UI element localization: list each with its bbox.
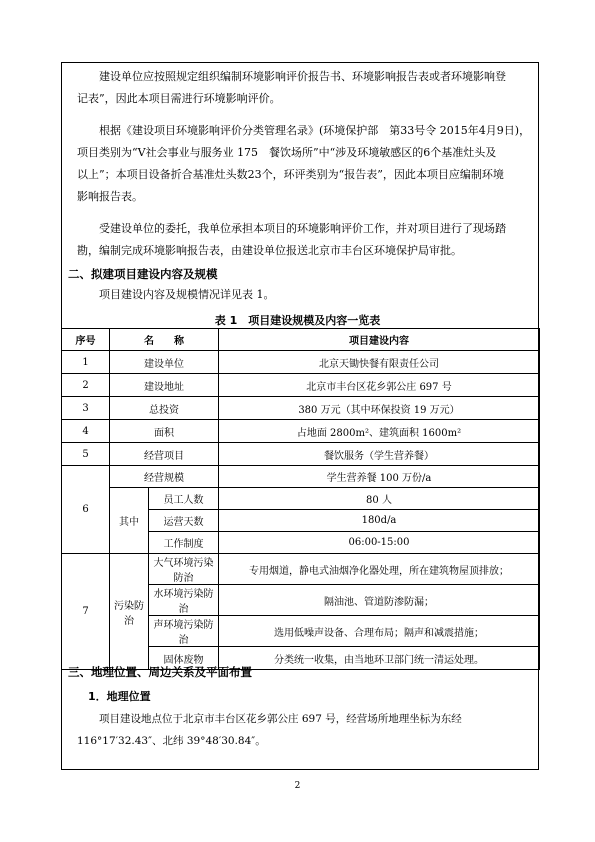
text-line: 以上”；本项目设备折合基准灶头数23个，环评类别为“报告表”，因此本项目应编制环境: [77, 168, 504, 181]
table-row: [62, 466, 540, 488]
cell-content: 专用烟道，静电式油烟净化器处理，所在建筑物屋顶排放；: [219, 554, 540, 585]
header-content: 项目建设内容: [219, 329, 540, 351]
text-line: 项目建设地点位于北京市丰台区花乡郭公庄 697 号，经营场所地理坐标为东经: [99, 713, 462, 725]
page-number: 2: [294, 781, 301, 791]
cell-no: 5: [62, 443, 110, 466]
cell-content: 380 万元（其中环保投资 19 万元）: [219, 397, 540, 420]
table-row: [62, 443, 540, 466]
cell-content: 180d/a: [219, 510, 540, 532]
text-line: 116°17′32.43″、北纬 39°48′30.84″。: [77, 735, 266, 747]
text-line: 勘，编制完成环境影响报告表，由建设单位报送北京市丰台区环境保护局审批。: [77, 244, 462, 257]
cell-sub-label: 工作制度: [149, 532, 219, 554]
cell-name: 建设单位: [110, 351, 219, 374]
cell-no: 6: [62, 466, 110, 554]
cell-content: 隔油池、管道防渗防漏；: [219, 585, 540, 616]
paragraph-1: [77, 66, 525, 110]
cell-no: 7: [62, 554, 110, 670]
table-row: [62, 420, 540, 443]
table-row: [62, 351, 540, 374]
cell-no: 3: [62, 397, 110, 420]
table-row: [62, 488, 540, 510]
cell-content: 分类统一收集，由当地环卫部门统一清运处理。: [219, 647, 540, 670]
cell-content: 选用低噪声设备、合理布局；隔声和减震措施；: [219, 616, 540, 647]
section-3-title: 三、地理位置、周边关系及平面布置: [68, 665, 252, 679]
text-line: 记表”，因此本项目需进行环境影响评价。: [77, 92, 281, 105]
section-2-title: 二、拟建项目建设内容及规模: [68, 267, 218, 281]
cell-content: 北京天锄快餐有限责任公司: [219, 351, 540, 374]
table-row: [62, 554, 540, 585]
cell-name: 面积: [110, 420, 219, 443]
cell-sub-label: 员工人数: [149, 488, 219, 510]
cell-content: 餐饮服务（学生营养餐）: [219, 443, 540, 466]
cell-content: 占地面 2800m²、建筑面积 1600m²: [219, 420, 540, 443]
cell-name: 总投资: [110, 397, 219, 420]
paragraph-2: [77, 120, 531, 208]
cell-content: 80 人: [219, 488, 540, 510]
text-line: 项目类别为“V社会事业与服务业 175 餐饮场所”中“涉及环境敏感区的6个基准灶头及: [77, 146, 497, 159]
project-table: [61, 328, 540, 670]
cell-sub-label: 运营天数: [149, 510, 219, 532]
cell-sub-label: 大气环境污染防治: [149, 554, 219, 585]
cell-name: 经营规模: [110, 466, 219, 488]
cell-name: 污染防治: [110, 554, 149, 670]
table-header-row: [62, 329, 540, 351]
table-row: [62, 397, 540, 420]
paragraph-4: [77, 708, 525, 752]
table-row: [62, 374, 540, 397]
header-no: 序号: [62, 329, 110, 351]
cell-content: 06:00-15:00: [219, 532, 540, 554]
cell-sub-label: 固体废物: [149, 647, 219, 670]
text-line: 根据《建设项目环境影响评价分类管理名录》(环境保护部 第33号令 2015年4月9日)，: [99, 124, 531, 137]
cell-no: 2: [62, 374, 110, 397]
section-2-intro: 项目建设内容及规模情况详见表 1。: [99, 288, 275, 301]
paragraph-3: [77, 218, 525, 262]
cell-group-label: 其中: [110, 488, 149, 554]
table-caption: 表 1 项目建设规模及内容一览表: [214, 314, 381, 327]
cell-no: 1: [62, 351, 110, 374]
cell-content: 学生营养餐 100 万份/a: [219, 466, 540, 488]
header-name: 名 称: [110, 329, 219, 351]
cell-content: 北京市丰台区花乡郭公庄 697 号: [219, 374, 540, 397]
subsection-1-title: 1．地理位置: [88, 690, 151, 703]
text-line: 影响报告表。: [77, 190, 143, 203]
cell-name: 建设地址: [110, 374, 219, 397]
cell-no: 4: [62, 420, 110, 443]
cell-name: 经营项目: [110, 443, 219, 466]
text-line: 受建设单位的委托，我单位承担本项目的环境影响评价工作，并对项目进行了现场踏: [99, 222, 506, 235]
text-line: 建设单位应按照规定组织编制环境影响评价报告书、环境影响报告表或者环境影响登: [99, 70, 506, 83]
cell-sub-label: 水环境污染防治: [149, 585, 219, 616]
cell-sub-label: 声环境污染防治: [149, 616, 219, 647]
